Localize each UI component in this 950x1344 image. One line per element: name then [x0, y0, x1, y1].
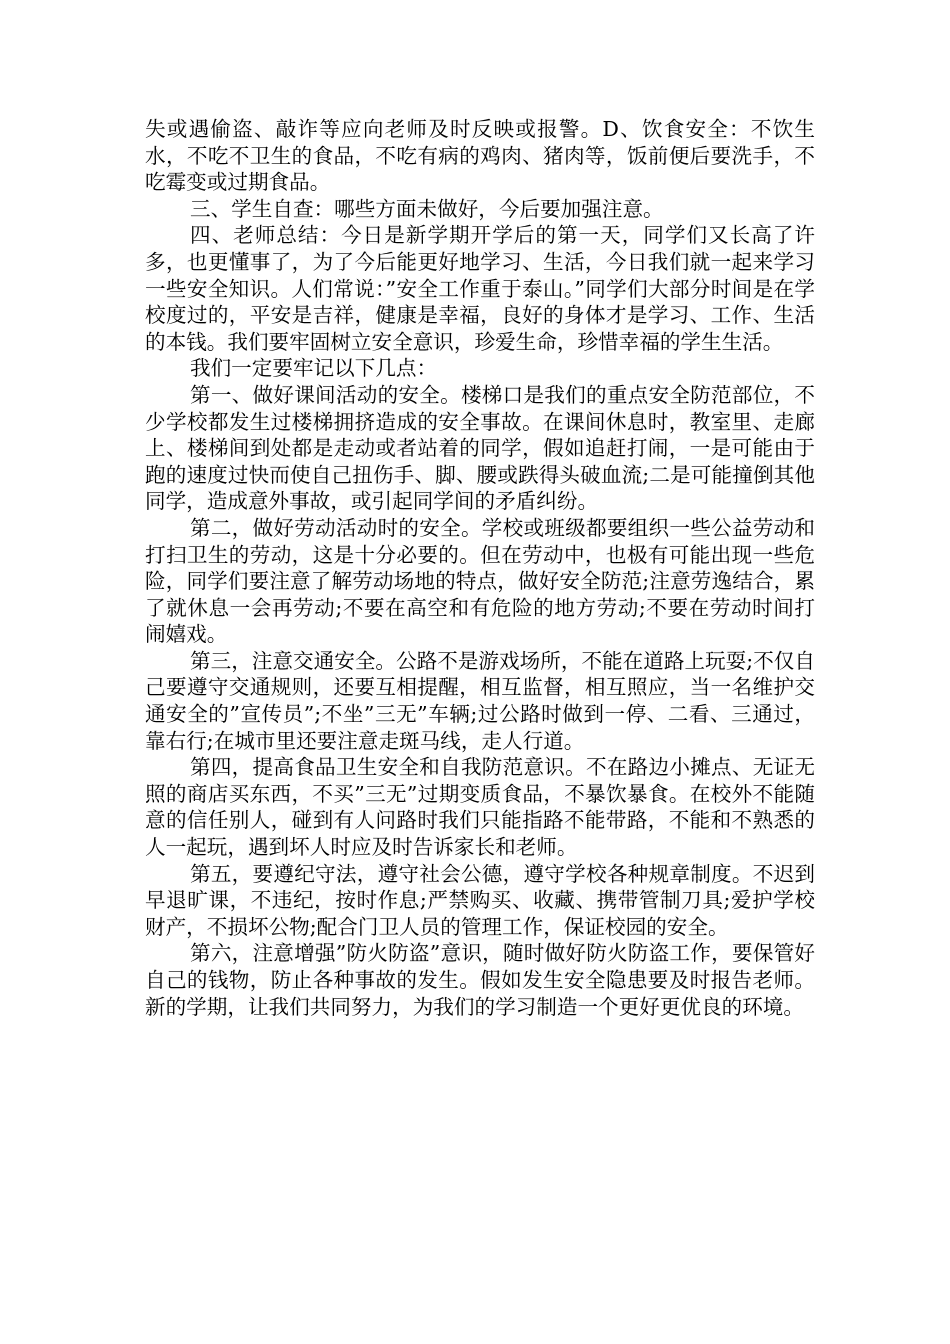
document-body [145, 116, 815, 1020]
paragraph-diet-safety: 失或遇偷盗、敲诈等应向老师及时反映或报警。D、饮食安全：不饮生水，不吃不卫生的食品，不吃有病的鸡肉、猪肉等，饭前便后要洗手，不吃霉变或过期食品。 [145, 117, 815, 195]
paragraph-teacher-summary: 四、老师总结：今日是新学期开学后的第一天，同学们又长高了许多，也更懂事了，为了今后能更好地学习、生活，今日我们就一起来学习一些安全知识。人们常说：”安全工作重于泰山。”同学们大部分时间是在学校度过的，平安是吉祥，健康是幸福，良好的身体才是学习、工作、生活的本钱。我们要牢固树立安全意识，珍爱生命，珍惜幸福的学生生活。 [145, 223, 815, 354]
paragraph-point-4: 第四，提高食品卫生安全和自我防范意识。不在路边小摊点、无证无照的商店买东西，不买”三无”过期变质食品，不暴饮暴食。在校外不能随意的信任别人，碰到有人问路时我们只能指路不能带路，不能和不熟悉的人一起玩，遇到坏人时应及时告诉家长和老师。 [145, 755, 815, 860]
paragraph-point-6: 第六，注意增强”防火防盗”意识，随时做好防火防盗工作，要保管好自己的钱物，防止各种事故的发生。假如发生安全隐患要及时报告老师。新的学期，让我们共同努力，为我们的学习制造一个更好更优良的环境。 [145, 941, 815, 1019]
paragraph-remember-points: 我们一定要牢记以下几点： [190, 356, 438, 381]
paragraph-point-2: 第二，做好劳动活动时的安全。学校或班级都要组织一些公益劳动和打扫卫生的劳动，这是十分必要的。但在劳动中，也极有可能出现一些危险，同学们要注意了解劳动场地的特点，做好安全防范;注意劳逸结合，累了就休息一会再劳动;不要在高空和有危险的地方劳动;不要在劳动时间打闹嬉戏。 [145, 515, 815, 647]
paragraph-self-check: 三、学生自查：哪些方面未做好，今后要加强注意。 [190, 196, 664, 221]
paragraph-point-5: 第五，要遵纪守法，遵守社会公德，遵守学校各种规章制度。不迟到早退旷课，不违纪，按时作息;严禁购买、收藏、携带管制刀具;爱护学校财产，不损坏公物;配合门卫人员的管理工作，保证校园的安全。 [145, 861, 815, 939]
paragraph-point-1: 第一、做好课间活动的安全。楼梯口是我们的重点安全防范部位，不少学校都发生过楼梯拥挤造成的安全事故。在课间休息时，教室里、走廊上、楼梯间到处都是走动或者站着的同学，假如追赶打闹，一是可能由于跑的速度过快而使自己扭伤手、脚、腰或跌得头破血流;二是可能撞倒其他同学，造成意外事故，或引起同学间的矛盾纠纷。 [145, 382, 815, 514]
paragraph-point-3: 第三，注意交通安全。公路不是游戏场所，不能在道路上玩耍;不仅自己要遵守交通规则，还要互相提醒，相互监督，相互照应，当一名维护交通安全的”宣传员”;不坐”三无”车辆;过公路时做到一停、二看、三通过，靠右行;在城市里还要注意走斑马线，走人行道。 [145, 648, 815, 753]
